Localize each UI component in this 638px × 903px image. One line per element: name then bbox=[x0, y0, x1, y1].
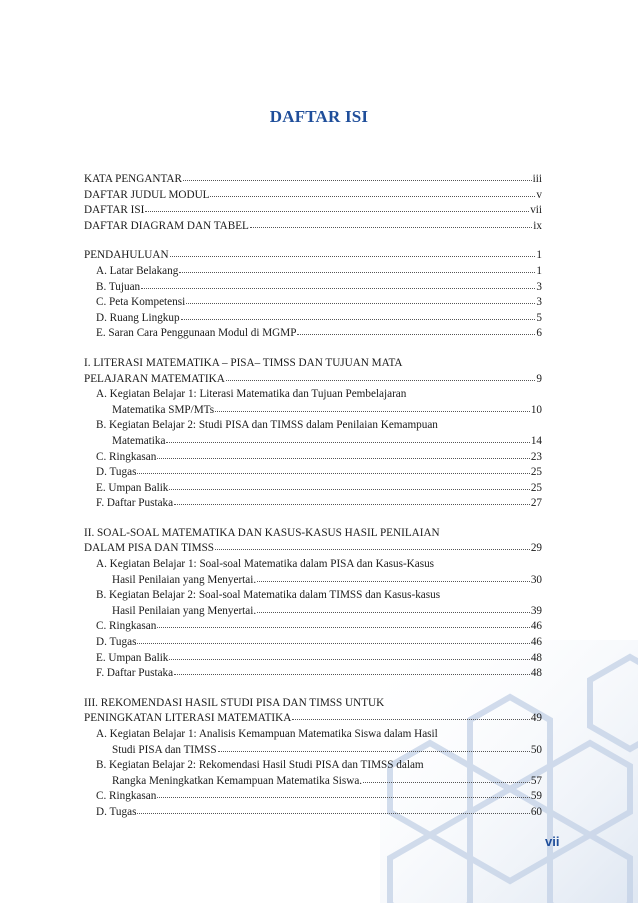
toc-heading[interactable] bbox=[84, 248, 542, 264]
toc-label: E. Umpan Balik bbox=[96, 651, 169, 664]
toc-entry[interactable] bbox=[84, 188, 542, 204]
toc-entry[interactable] bbox=[84, 481, 542, 497]
toc-page: 29 bbox=[530, 542, 542, 555]
toc-label: C. Ringkasan bbox=[96, 620, 157, 633]
toc-page: 46 bbox=[530, 620, 542, 633]
toc-list bbox=[84, 172, 542, 835]
toc-entry[interactable] bbox=[84, 295, 542, 311]
toc-entry[interactable] bbox=[84, 496, 542, 512]
toc-page: 39 bbox=[530, 604, 542, 617]
toc-label: DAFTAR DIAGRAM DAN TABEL bbox=[84, 219, 249, 232]
toc-entry[interactable] bbox=[84, 619, 542, 635]
leader-dots bbox=[145, 202, 529, 212]
leader-dots bbox=[137, 804, 529, 814]
toc-page: 9 bbox=[536, 372, 542, 385]
toc-entry[interactable] bbox=[84, 573, 542, 589]
toc-label: D. Ruang Lingkup bbox=[96, 311, 180, 324]
leader-dots bbox=[157, 449, 530, 459]
page-title: DAFTAR ISI bbox=[269, 107, 369, 126]
toc-page: 30 bbox=[530, 573, 542, 586]
toc-entry[interactable] bbox=[84, 450, 542, 466]
toc-page: 48 bbox=[530, 667, 542, 680]
toc-page: 3 bbox=[536, 280, 542, 293]
activity-heading-line[interactable]: B. Kegiatan Belajar 2: Soal-soal Matematika dalam TIMSS dan Kasus-kasus bbox=[96, 589, 441, 602]
toc-page: 14 bbox=[530, 434, 542, 447]
toc-label: Matematika SMP/MTs bbox=[112, 403, 215, 416]
toc-label: C. Ringkasan bbox=[96, 450, 157, 463]
toc-chapter-3 bbox=[84, 696, 542, 821]
toc-label: D. Tugas bbox=[96, 805, 137, 818]
toc-entry[interactable] bbox=[84, 311, 542, 327]
toc-page: v bbox=[536, 188, 542, 201]
toc-entry[interactable] bbox=[84, 666, 542, 682]
activity-heading-line[interactable]: B. Kegiatan Belajar 2: Rekomendasi Hasil Studi PISA dan TIMSS dalam bbox=[96, 759, 424, 772]
toc-page: 50 bbox=[530, 743, 542, 756]
leader-dots bbox=[218, 742, 530, 752]
leader-dots bbox=[174, 495, 530, 505]
toc-page: 23 bbox=[530, 450, 542, 463]
toc-page: ix bbox=[533, 219, 542, 232]
toc-label: B. Tujuan bbox=[96, 280, 141, 293]
toc-entry[interactable] bbox=[84, 743, 542, 759]
leader-dots bbox=[137, 634, 529, 644]
leader-dots bbox=[174, 665, 530, 675]
toc-label: E. Umpan Balik bbox=[96, 481, 169, 494]
toc-entry[interactable] bbox=[84, 635, 542, 651]
toc-entry[interactable] bbox=[84, 264, 542, 280]
toc-entry[interactable] bbox=[84, 203, 542, 219]
leader-dots bbox=[183, 171, 532, 181]
toc-label: KATA PENGANTAR bbox=[84, 173, 182, 185]
toc-chapter-1 bbox=[84, 356, 542, 512]
toc-label: Hasil Penilaian yang Menyertai. bbox=[112, 573, 257, 586]
toc-entry[interactable] bbox=[84, 403, 542, 419]
toc-heading[interactable] bbox=[84, 541, 542, 557]
leader-dots bbox=[226, 371, 536, 381]
toc-label: DAFTAR JUDUL MODUL bbox=[84, 188, 210, 201]
leader-dots bbox=[257, 572, 530, 582]
toc-page: 59 bbox=[530, 790, 542, 803]
leader-dots bbox=[166, 433, 529, 443]
toc-page: 3 bbox=[536, 296, 542, 309]
leader-dots bbox=[292, 710, 530, 720]
toc-entry[interactable] bbox=[84, 805, 542, 821]
toc-entry[interactable] bbox=[84, 604, 542, 620]
chapter-heading-line[interactable]: I. LITERASI MATEMATIKA – PISA– TIMSS DAN TUJUAN MATA bbox=[84, 356, 403, 369]
toc-label: C. Peta Kompetensi bbox=[96, 296, 186, 309]
toc-page: 1 bbox=[536, 264, 542, 277]
chapter-heading-line[interactable]: III. REKOMENDASI HASIL STUDI PISA DAN TIMSS UNTUK bbox=[84, 696, 385, 709]
toc-page: 25 bbox=[530, 466, 542, 479]
activity-heading-line[interactable]: B. Kegiatan Belajar 2: Studi PISA dan TIMSS dalam Penilaian Kemampuan bbox=[96, 419, 438, 432]
toc-front-matter bbox=[84, 172, 542, 234]
toc-label: F. Daftar Pustaka bbox=[96, 497, 174, 510]
leader-dots bbox=[215, 402, 530, 412]
leader-dots bbox=[141, 279, 535, 289]
toc-label: DALAM PISA DAN TIMSS bbox=[84, 542, 215, 555]
leader-dots bbox=[170, 247, 536, 257]
activity-heading-line[interactable]: A. Kegiatan Belajar 1: Analisis Kemampuan Matematika Siswa dalam Hasil bbox=[96, 728, 438, 740]
toc-page: 1 bbox=[536, 249, 542, 262]
toc-entry[interactable] bbox=[84, 465, 542, 481]
leader-dots bbox=[169, 650, 529, 660]
leader-dots bbox=[297, 325, 535, 335]
toc-page: vii bbox=[530, 204, 542, 217]
activity-heading-line[interactable]: A. Kegiatan Belajar 1: Literasi Matematika dan Tujuan Pembelajaran bbox=[96, 388, 407, 401]
leader-dots bbox=[250, 218, 532, 228]
toc-page: 10 bbox=[530, 403, 542, 416]
toc-page: 60 bbox=[530, 805, 542, 818]
toc-page: 57 bbox=[530, 774, 542, 787]
toc-label: Studi PISA dan TIMSS bbox=[112, 743, 217, 756]
toc-page: 46 bbox=[530, 636, 542, 649]
toc-label: D. Tugas bbox=[96, 636, 137, 649]
toc-entry[interactable] bbox=[84, 789, 542, 805]
leader-dots bbox=[157, 618, 530, 628]
toc-label: D. Tugas bbox=[96, 466, 137, 479]
toc-label: A. Latar Belakang bbox=[96, 264, 179, 277]
toc-label: E. Saran Cara Penggunaan Modul di MGMP bbox=[96, 327, 297, 340]
toc-label: Matematika bbox=[112, 434, 166, 447]
toc-label: PELAJARAN MATEMATIKA bbox=[84, 372, 225, 385]
toc-chapter-2 bbox=[84, 526, 542, 682]
leader-dots bbox=[186, 294, 535, 304]
toc-entry[interactable] bbox=[84, 172, 542, 188]
toc-page: 48 bbox=[530, 651, 542, 664]
toc-heading[interactable] bbox=[84, 372, 542, 388]
toc-entry[interactable] bbox=[84, 651, 542, 667]
toc-entry[interactable] bbox=[84, 774, 542, 790]
toc-label: F. Daftar Pustaka bbox=[96, 667, 174, 680]
leader-dots bbox=[210, 187, 535, 197]
leader-dots bbox=[257, 603, 530, 613]
activity-heading-line[interactable]: A. Kegiatan Belajar 1: Soal-soal Matematika dalam PISA dan Kasus-Kasus bbox=[96, 558, 435, 571]
leader-dots bbox=[179, 263, 535, 273]
page-number: vii bbox=[545, 834, 560, 849]
toc-label: C. Ringkasan bbox=[96, 790, 157, 803]
leader-dots bbox=[169, 480, 529, 490]
toc-page: 27 bbox=[530, 497, 542, 510]
leader-dots bbox=[215, 540, 530, 550]
toc-entry[interactable] bbox=[84, 219, 542, 235]
toc-entry[interactable] bbox=[84, 326, 542, 342]
toc-page: 49 bbox=[530, 712, 542, 725]
toc-entry[interactable] bbox=[84, 434, 542, 450]
toc-label: PENDAHULUAN bbox=[84, 249, 169, 262]
toc-page: 25 bbox=[530, 481, 542, 494]
leader-dots bbox=[363, 773, 530, 783]
leader-dots bbox=[137, 464, 529, 474]
leader-dots bbox=[157, 788, 530, 798]
toc-heading[interactable] bbox=[84, 711, 542, 727]
toc-page: 6 bbox=[536, 327, 542, 340]
toc-label: PENINGKATAN LITERASI MATEMATIKA bbox=[84, 712, 292, 725]
toc-label: DAFTAR ISI bbox=[84, 204, 145, 217]
toc-pendahuluan bbox=[84, 248, 542, 342]
toc-page: 5 bbox=[536, 311, 542, 324]
toc-page: iii bbox=[532, 173, 542, 185]
chapter-heading-line[interactable]: II. SOAL-SOAL MATEMATIKA DAN KASUS-KASUS HASIL PENILAIAN bbox=[84, 526, 440, 539]
toc-label: Rangka Meningkatkan Kemampuan Matematika Siswa. bbox=[112, 774, 363, 787]
leader-dots bbox=[181, 310, 536, 320]
toc-label: Hasil Penilaian yang Menyertai. bbox=[112, 604, 257, 617]
toc-entry[interactable] bbox=[84, 280, 542, 296]
